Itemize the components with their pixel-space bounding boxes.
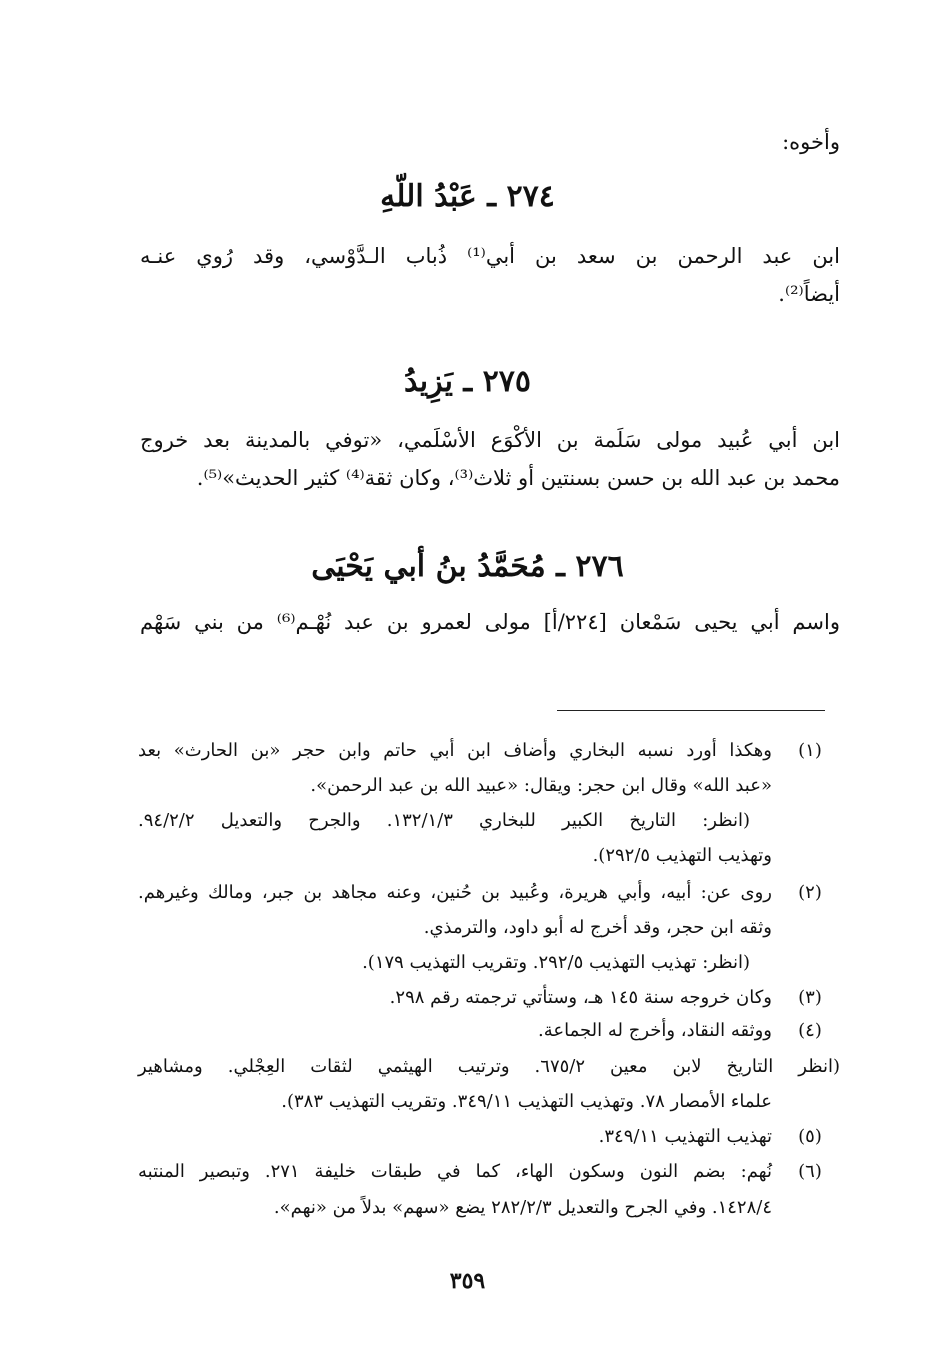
- intro-text: وأخوه:: [782, 130, 840, 154]
- entry-274-line-2: أيضاً⁽²⁾.: [778, 282, 840, 306]
- footnote-number: (٣): [798, 987, 822, 1008]
- footnote-5: [138, 1128, 840, 1162]
- footnote-divider: [557, 710, 825, 711]
- footnote-2-line-3: (انظر: تهذيب التهذيب ٢٩٢/٥. وتقريب التهذيب ١٧٩).: [362, 952, 750, 973]
- footnote-number: (١): [798, 740, 822, 761]
- entry-heading-276: ٢٧٦ ـ مُحَمَّدُ بنُ أبي يَحْيَى: [311, 549, 624, 584]
- footnote-6-line-2: ١٤٢٨/٤. وفي الجرح والتعديل ٢٨٢/٢/٣ يضع «سهم» بدلاً من «نهم».: [273, 1197, 772, 1218]
- footnote-1-line-2: «عبد الله» وقال ابن حجر: ويقال: «عبيد الله بن عبد الرحمن».: [310, 775, 772, 796]
- footnote-text: نُهم: بضم النون وسكون الهاء، كما في طبقات خليفة ٢٧١. وتبصير المنتبه: [138, 1161, 772, 1182]
- footnote-1: [138, 742, 840, 776]
- page-number: ٣٥٩: [449, 1268, 486, 1294]
- footnote-6: [138, 1163, 840, 1197]
- footnote-1-line-4: وتهذيب التهذيب ٢٩٢/٥).: [592, 845, 772, 866]
- entry-274-line-1: ابن عبد الرحمن بن سعد بن أبي⁽¹⁾ ذُباب الـدَّوْسي، وقد رُوي عنـه: [140, 244, 840, 268]
- footnote-3: [138, 989, 840, 1023]
- entry-heading-274: ٢٧٤ ـ عَبْدُ اللّهِ: [380, 179, 555, 214]
- footnote-4: [138, 1022, 840, 1056]
- footnote-text: وكان خروجه سنة ١٤٥ هـ، وستأتي ترجمته رقم ٢٩٨.: [389, 987, 772, 1008]
- footnote-text: ووثقه النقاد، وأخرج له الجماعة.: [538, 1020, 772, 1041]
- footnote-number: (٢): [798, 882, 822, 903]
- footnote-number: (٤): [798, 1020, 822, 1041]
- footnote-text: وهكذا أورد نسبه البخاري وأضاف ابن أبي حاتم وابن حجر «بن الحارث» بعد: [138, 740, 772, 761]
- footnote-2-line-2: وثقه ابن حجر، وقد أخرج له أبو داود، والترمذي.: [423, 917, 772, 938]
- footnote-2: [138, 884, 840, 918]
- footnote-4-line-2: (انظر التاريخ لابن معين ٦٧٥/٢. وترتيب الهيثمي لثقات العِجْلي. ومشاهير: [138, 1056, 840, 1077]
- footnote-1-line-3: (انظر: التاريخ الكبير للبخاري ١٣٢/١/٣. والجرح والتعديل ٩٤/٢/٢.: [138, 810, 750, 831]
- entry-275-line-1: ابن أبي عُبيد مولى سَلَمة بن الأكْوَع الأسْلَمي، «توفي بالمدينة بعد خروج: [140, 428, 840, 452]
- entry-heading-275: ٢٧٥ ـ يَزِيدُ: [403, 364, 532, 399]
- footnote-text: روى عن: أبيه، وأبي هريرة، وعُبيد بن حُنين، وعنه مجاهد بن جبر، ومالك وغيرهم.: [138, 882, 772, 903]
- entry-276-line-1: واسم أبي يحيى سَمْعان [٢٢٤/أ] مولى لعمرو بن عبد نُهْـم⁽⁶⁾ من بني سَهْم: [140, 610, 840, 634]
- entry-275-line-2: محمد بن عبد الله بن حسن بسنتين أو ثلاث⁽³⁾، وكان ثقة⁽⁴⁾ كثير الحديث»⁽⁵⁾.: [196, 466, 840, 490]
- footnote-text: تهذيب التهذيب ٣٤٩/١١.: [598, 1126, 772, 1147]
- footnote-4-line-3: علماء الأمصار ٧٨. وتهذيب التهذيب ٣٤٩/١١. وتقريب التهذيب ٣٨٣).: [281, 1091, 772, 1112]
- footnote-number: (٦): [798, 1161, 822, 1182]
- footnote-number: (٥): [798, 1126, 822, 1147]
